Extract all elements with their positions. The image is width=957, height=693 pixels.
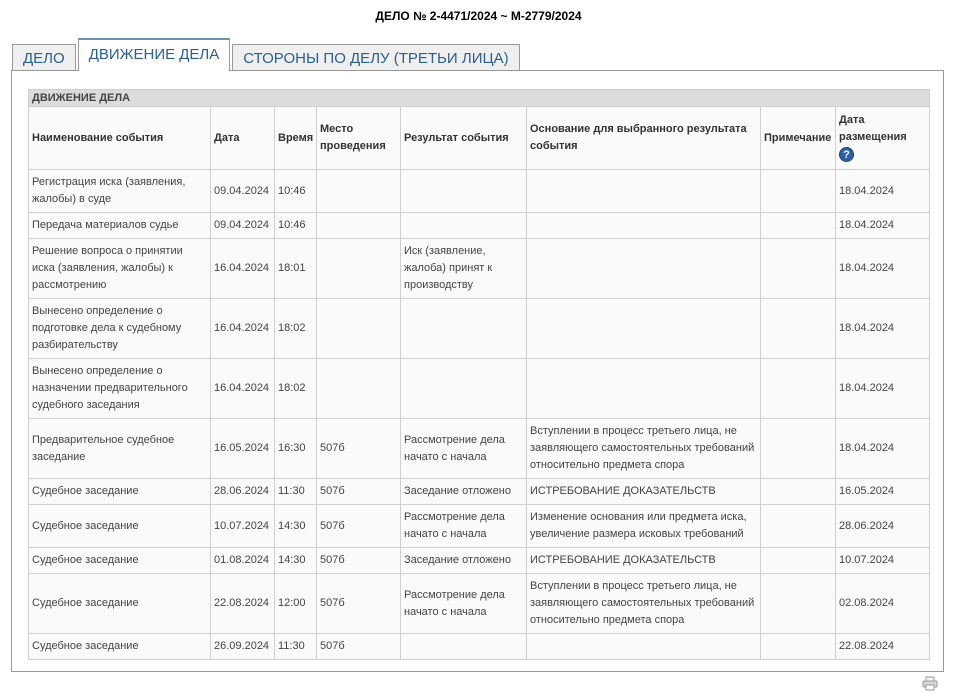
cell-name: Судебное заседание [29, 505, 211, 548]
cell-date: 28.06.2024 [211, 479, 275, 505]
cell-note [761, 505, 836, 548]
table-row [29, 170, 930, 213]
table-row [29, 505, 930, 548]
cell-basis: Вступлении в процесс третьего лица, не заявляющего самостоятельных требований относительно предмета спора [527, 574, 761, 634]
cell-note [761, 548, 836, 574]
cell-time: 11:30 [275, 634, 317, 660]
cell-basis: ИСТРЕБОВАНИЕ ДОКАЗАТЕЛЬСТВ [527, 479, 761, 505]
cell-basis [527, 359, 761, 419]
cell-basis [527, 299, 761, 359]
cell-name: Регистрация иска (заявления, жалобы) в суде [29, 170, 211, 213]
cell-note [761, 213, 836, 239]
question-icon[interactable]: ? [839, 147, 854, 162]
cell-note [761, 299, 836, 359]
printer-icon[interactable] [922, 676, 938, 691]
cell-note [761, 634, 836, 660]
cell-result [401, 213, 527, 239]
cell-time: 18:02 [275, 359, 317, 419]
cell-posted: 10.07.2024 [836, 548, 930, 574]
case-title: ДЕЛО № 2-4471/2024 ~ М-2779/2024 [375, 9, 582, 23]
cell-basis [527, 170, 761, 213]
cell-time: 11:30 [275, 479, 317, 505]
cell-place [317, 213, 401, 239]
cell-place [317, 299, 401, 359]
cell-place: 507б [317, 634, 401, 660]
cell-date: 16.04.2024 [211, 299, 275, 359]
col-header-basis: Основание для выбранного результата события [527, 107, 761, 170]
tab-parties[interactable]: СТОРОНЫ ПО ДЕЛУ (ТРЕТЬИ ЛИЦА) [232, 44, 519, 71]
cell-basis [527, 634, 761, 660]
cell-name: Судебное заседание [29, 634, 211, 660]
cell-posted: 22.08.2024 [836, 634, 930, 660]
col-header-posted-label: Дата размещения [839, 114, 907, 143]
tab-panel [11, 70, 944, 672]
cell-date: 22.08.2024 [211, 574, 275, 634]
col-header-name: Наименование события [29, 107, 211, 170]
table-row [29, 574, 930, 634]
cell-time: 12:00 [275, 574, 317, 634]
table-row [29, 419, 930, 479]
cell-date: 01.08.2024 [211, 548, 275, 574]
cell-name: Судебное заседание [29, 574, 211, 634]
table-row [29, 213, 930, 239]
cell-place: 507б [317, 548, 401, 574]
cell-date: 26.09.2024 [211, 634, 275, 660]
col-header-place: Место проведения [317, 107, 401, 170]
cell-note [761, 574, 836, 634]
cell-name: Вынесено определение о назначении предварительного судебного заседания [29, 359, 211, 419]
cell-posted: 18.04.2024 [836, 299, 930, 359]
cell-time: 14:30 [275, 505, 317, 548]
cell-result [401, 170, 527, 213]
cell-posted: 18.04.2024 [836, 239, 930, 299]
cell-posted: 18.04.2024 [836, 170, 930, 213]
table-row [29, 548, 930, 574]
cell-name: Передача материалов судье [29, 213, 211, 239]
cell-time: 16:30 [275, 419, 317, 479]
table-row [29, 359, 930, 419]
cell-date: 10.07.2024 [211, 505, 275, 548]
tab-bar [12, 38, 522, 71]
cell-name: Судебное заседание [29, 479, 211, 505]
cell-place [317, 239, 401, 299]
cell-basis: Изменение основания или предмета иска, увеличение размера исковых требований [527, 505, 761, 548]
cell-place: 507б [317, 419, 401, 479]
cell-result: Рассмотрение дела начато с начала [401, 419, 527, 479]
cell-posted: 28.06.2024 [836, 505, 930, 548]
cell-time: 10:46 [275, 170, 317, 213]
cell-place [317, 170, 401, 213]
cell-note [761, 479, 836, 505]
table-row [29, 479, 930, 505]
cell-time: 18:01 [275, 239, 317, 299]
cell-basis: ИСТРЕБОВАНИЕ ДОКАЗАТЕЛЬСТВ [527, 548, 761, 574]
col-header-result: Результат события [401, 107, 527, 170]
cell-posted: 18.04.2024 [836, 419, 930, 479]
table-row [29, 299, 930, 359]
cell-date: 16.04.2024 [211, 239, 275, 299]
cell-result [401, 634, 527, 660]
case-movement-table [28, 89, 930, 660]
cell-time: 10:46 [275, 213, 317, 239]
cell-posted: 18.04.2024 [836, 359, 930, 419]
cell-place: 507б [317, 505, 401, 548]
cell-basis [527, 239, 761, 299]
cell-posted: 02.08.2024 [836, 574, 930, 634]
cell-note [761, 239, 836, 299]
cell-basis: Вступлении в процесс третьего лица, не заявляющего самостоятельных требований относительно предмета спора [527, 419, 761, 479]
cell-name: Судебное заседание [29, 548, 211, 574]
cell-date: 09.04.2024 [211, 213, 275, 239]
col-header-posted [836, 107, 930, 170]
cell-place: 507б [317, 574, 401, 634]
cell-date: 16.04.2024 [211, 359, 275, 419]
cell-result: Рассмотрение дела начато с начала [401, 574, 527, 634]
table-row [29, 239, 930, 299]
cell-place: 507б [317, 479, 401, 505]
cell-note [761, 170, 836, 213]
col-header-note: Примечание [761, 107, 836, 170]
cell-date: 16.05.2024 [211, 419, 275, 479]
cell-result [401, 359, 527, 419]
cell-result [401, 299, 527, 359]
cell-note [761, 419, 836, 479]
table-row [29, 634, 930, 660]
cell-name: Предварительное судебное заседание [29, 419, 211, 479]
cell-result: Заседание отложено [401, 479, 527, 505]
tab-case-movement[interactable]: ДВИЖЕНИЕ ДЕЛА [78, 38, 231, 71]
col-header-date: Дата [211, 107, 275, 170]
cell-basis [527, 213, 761, 239]
cell-date: 09.04.2024 [211, 170, 275, 213]
tab-case[interactable]: ДЕЛО [12, 44, 76, 71]
cell-name: Решение вопроса о принятии иска (заявления, жалобы) к рассмотрению [29, 239, 211, 299]
cell-result: Иск (заявление, жалоба) принят к производству [401, 239, 527, 299]
cell-name: Вынесено определение о подготовке дела к судебному разбирательству [29, 299, 211, 359]
cell-posted: 18.04.2024 [836, 213, 930, 239]
col-header-time: Время [275, 107, 317, 170]
cell-note [761, 359, 836, 419]
cell-result: Рассмотрение дела начато с начала [401, 505, 527, 548]
cell-time: 18:02 [275, 299, 317, 359]
section-title: ДВИЖЕНИЕ ДЕЛА [29, 90, 930, 107]
cell-time: 14:30 [275, 548, 317, 574]
cell-place [317, 359, 401, 419]
cell-result: Заседание отложено [401, 548, 527, 574]
cell-posted: 16.05.2024 [836, 479, 930, 505]
